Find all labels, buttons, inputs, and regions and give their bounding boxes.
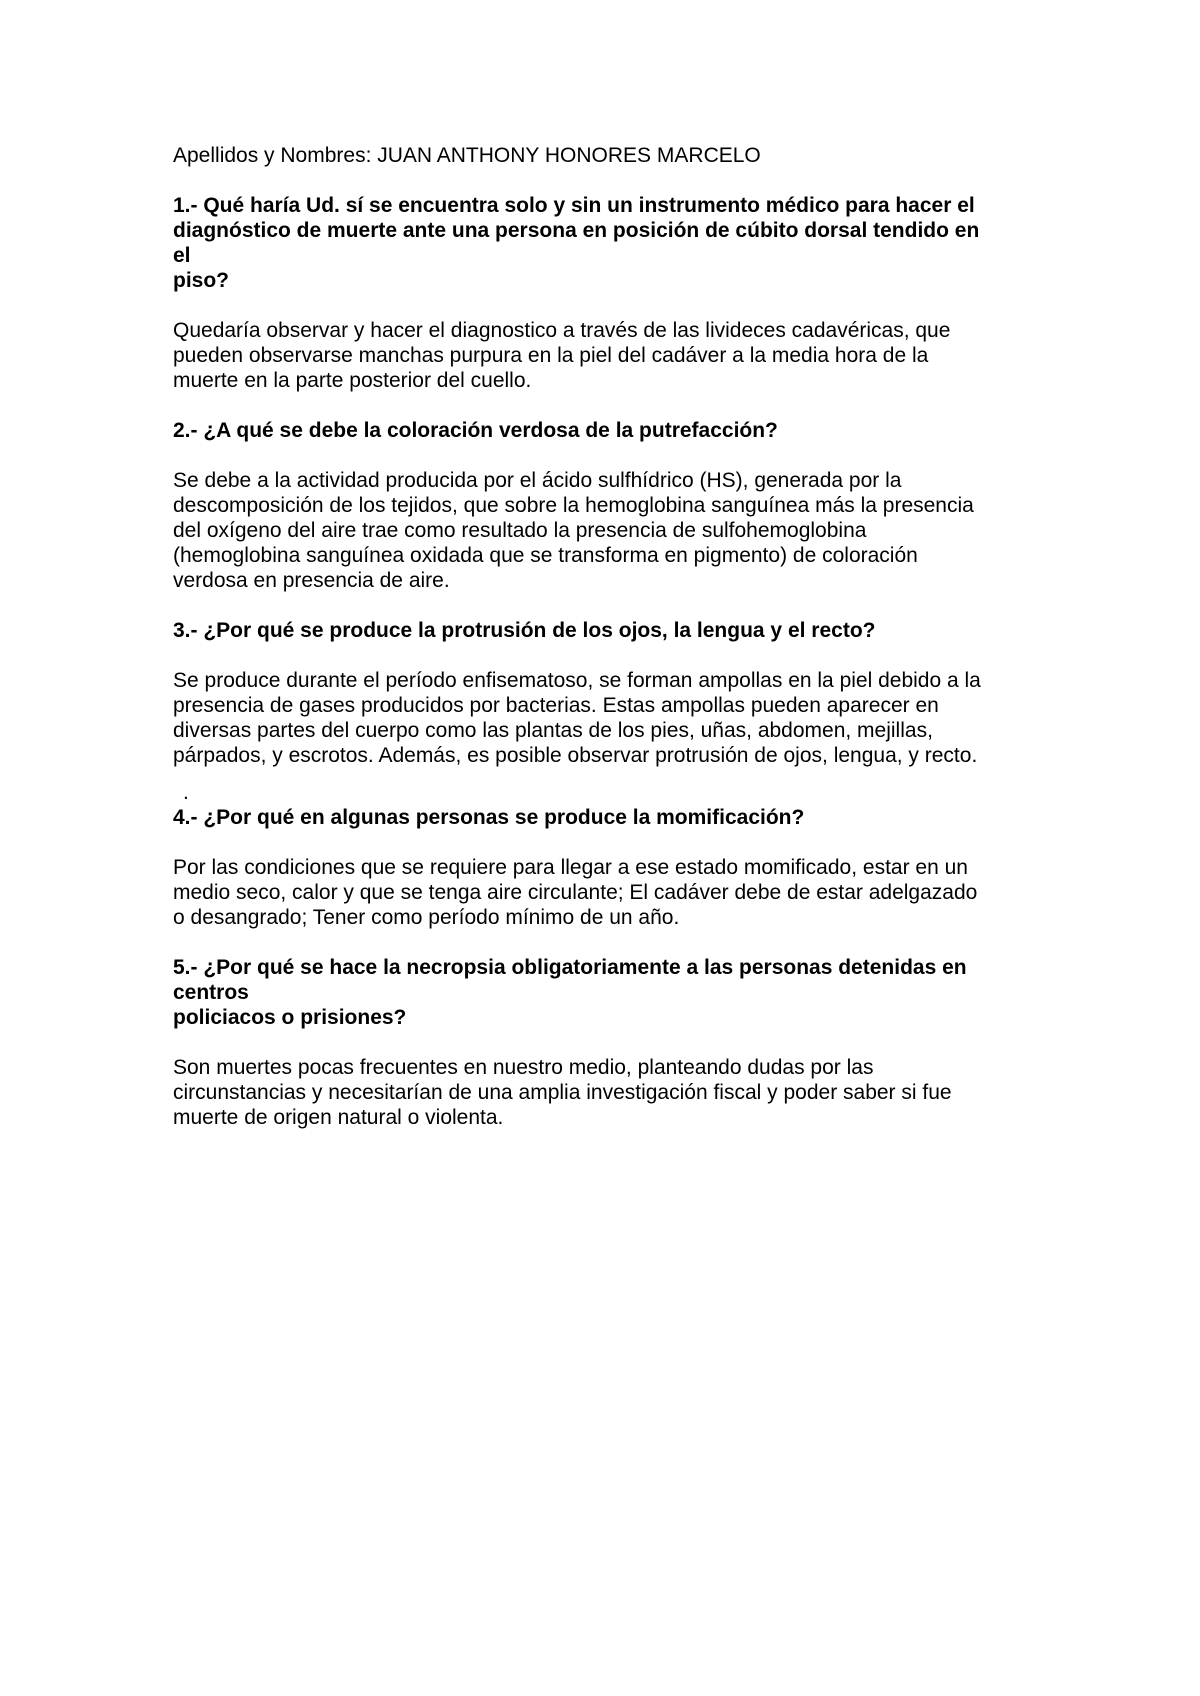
answer-2-line-2: descomposición de los tejidos, que sobre la hemoglobina sanguínea más la presencia xyxy=(173,494,974,517)
answer-1 xyxy=(173,318,1053,393)
answer-2-line-3: del oxígeno del aire trae como resultado la presencia de sulfohemoglobina xyxy=(173,519,867,542)
question-5-line-1: 5.- ¿Por qué se hace la necropsia obligatoriamente a las personas detenidas en xyxy=(173,956,967,979)
answer-2-line-4: (hemoglobina sanguínea oxidada que se transforma en pigmento) de coloración xyxy=(173,544,918,567)
question-3 xyxy=(173,618,1053,643)
answer-4 xyxy=(173,855,1053,930)
student-name-text: Apellidos y Nombres: JUAN ANTHONY HONORES MARCELO xyxy=(173,144,761,167)
question-4-line-1: 4.- ¿Por qué en algunas personas se produce la momificación? xyxy=(173,806,805,829)
stray-mark-line xyxy=(173,780,1053,805)
answer-1-line-2: pueden observarse manchas purpura en la piel del cadáver a la media hora de la xyxy=(173,344,929,367)
question-2 xyxy=(173,418,1053,443)
question-5 xyxy=(173,955,1053,1030)
question-1-line-4: piso? xyxy=(173,269,229,292)
question-1-line-3: el xyxy=(173,244,191,267)
question-1-line-1: 1.- Qué haría Ud. sí se encuentra solo y sin un instrumento médico para hacer el xyxy=(173,194,975,217)
answer-5-line-3: muerte de origen natural o violenta. xyxy=(173,1106,504,1129)
stray-mark: . xyxy=(183,781,189,804)
answer-4-line-2: medio seco, calor y que se tenga aire circulante; El cadáver debe de estar adelgazado xyxy=(173,881,978,904)
answer-5-line-2: circunstancias y necesitarían de una amplia investigación fiscal y poder saber si fue xyxy=(173,1081,952,1104)
question-5-line-2: centros xyxy=(173,981,249,1004)
answer-4-line-1: Por las condiciones que se requiere para llegar a ese estado momificado, estar en un xyxy=(173,856,968,879)
question-1 xyxy=(173,193,1053,293)
answer-3 xyxy=(173,668,1053,768)
answer-5-line-1: Son muertes pocas frecuentes en nuestro medio, planteando dudas por las xyxy=(173,1056,874,1079)
answer-4-line-3: o desangrado; Tener como período mínimo de un año. xyxy=(173,906,680,929)
question-3-line-1: 3.- ¿Por qué se produce la protrusión de los ojos, la lengua y el recto? xyxy=(173,619,876,642)
document-body xyxy=(173,143,1053,1155)
answer-1-line-3: muerte en la parte posterior del cuello. xyxy=(173,369,532,392)
question-4 xyxy=(173,805,1053,830)
answer-5 xyxy=(173,1055,1053,1130)
answer-3-line-1: Se produce durante el período enfisematoso, se forman ampollas en la piel debido a la xyxy=(173,669,981,692)
answer-3-line-2: presencia de gases producidos por bacterias. Estas ampollas pueden aparecer en xyxy=(173,694,939,717)
answer-2 xyxy=(173,468,1053,593)
answer-1-line-1: Quedaría observar y hacer el diagnostico a través de las livideces cadavéricas, que xyxy=(173,319,951,342)
question-1-line-2: diagnóstico de muerte ante una persona en posición de cúbito dorsal tendido en xyxy=(173,219,980,242)
answer-3-line-3: diversas partes del cuerpo como las plantas de los pies, uñas, abdomen, mejillas, xyxy=(173,719,933,742)
student-name-line xyxy=(173,143,1053,168)
answer-3-line-4: párpados, y escrotos. Además, es posible observar protrusión de ojos, lengua, y recto. xyxy=(173,744,978,767)
answer-2-line-5: verdosa en presencia de aire. xyxy=(173,569,450,592)
question-5-line-3: policiacos o prisiones? xyxy=(173,1006,407,1029)
question-2-line-1: 2.- ¿A qué se debe la coloración verdosa de la putrefacción? xyxy=(173,419,778,442)
answer-2-line-1: Se debe a la actividad producida por el ácido sulfhídrico (HS), generada por la xyxy=(173,469,902,492)
